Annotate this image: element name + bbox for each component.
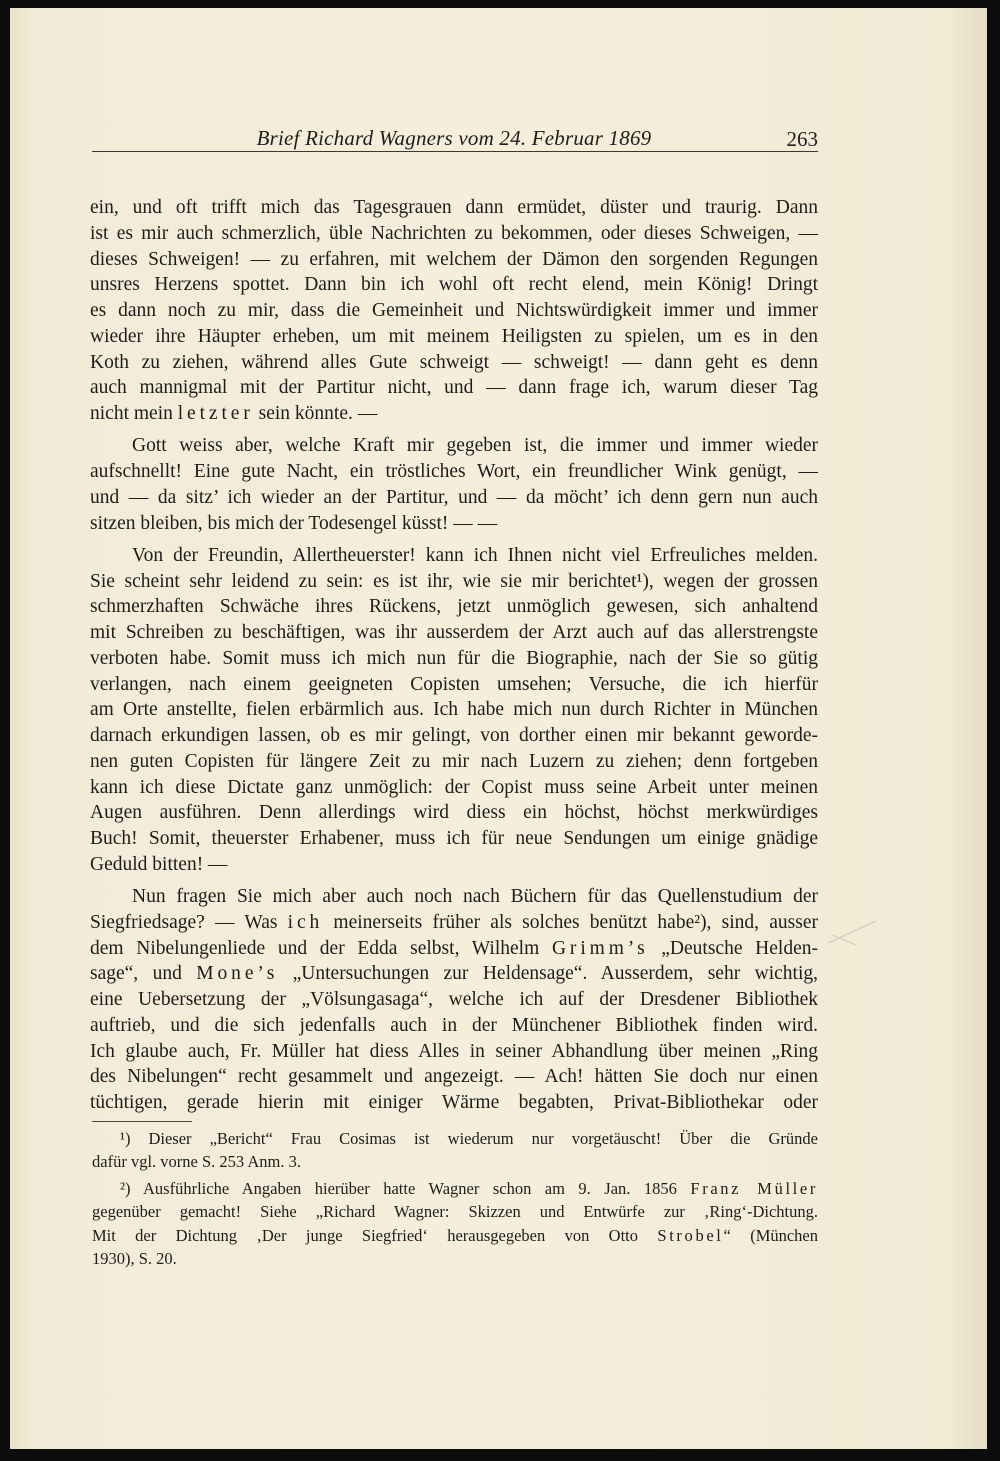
text-line [90, 852, 818, 878]
running-title: Brief Richard Wagners vom 24. Februar 1869 [256, 126, 652, 150]
letterspaced-text: Mone’s [196, 963, 279, 985]
pencil-mark [826, 915, 878, 949]
footnote-line [92, 1150, 818, 1173]
text-run: verlangen, nach einem geeigneten Copisten umsehen; Versuche, die ich hierfür [90, 673, 818, 695]
text-run: ein, und oft trifft mich das Tagesgrauen dann ermüdet, düster und traurig. Dann [90, 197, 818, 218]
text-line [90, 459, 818, 485]
footnote [92, 1177, 818, 1270]
text-line [90, 884, 818, 910]
text-line [90, 697, 818, 723]
text-run: dem Nibelungenliede und der Edda selbst, Wilhelm [90, 937, 552, 959]
text-run: Augen ausführen. Denn allerdings wird diess ein höchst, höchst merkwürdiges [90, 802, 818, 824]
text-run: es dann noch zu mir, dass die Gemeinheit und Nichtswürdigkeit immer und immer [90, 300, 818, 321]
text-line [90, 800, 818, 826]
text-line [90, 672, 818, 698]
text-line [90, 350, 818, 376]
text-run: dafür vgl. vorne S. 253 Anm. 3. [92, 1152, 301, 1172]
paragraph [90, 195, 818, 427]
text-run: kann ich diese Dictate ganz unmöglich: der Copist muss seine Arbeit unter meinen [90, 776, 818, 798]
text-line [90, 987, 818, 1013]
paragraph [90, 543, 818, 878]
text-line [90, 646, 818, 672]
text-line [90, 961, 818, 987]
text-run: eine Uebersetzung der „Völsungasaga“, welche ich auf der Dresdener Bibliothek [90, 989, 818, 1010]
text-run: verboten habe. Somit muss ich mich nun für die Biographie, nach der Sie so gütig [90, 647, 818, 669]
text-line [90, 723, 818, 749]
text-line [90, 221, 818, 247]
text-run: Siegfriedsage? — Was [90, 911, 288, 933]
text-line [90, 433, 818, 459]
text-run: Geduld bitten! — [90, 853, 228, 875]
text-run: schmerzhaften Schwäche ihres Rückens, jetzt unmöglich gewesen, sich anhaltend [90, 596, 818, 618]
text-line [90, 594, 818, 620]
text-run: Nun fragen Sie mich aber auch noch nach Büchern für das Quellenstudium der [132, 886, 818, 907]
text-run: wieder ihre Häupter erheben, um mit meinem Heiligsten zu spielen, um es in den [90, 325, 818, 347]
text-run: dieses Schweigen! — zu erfahren, mit welchem der Dämon den sorgenden Regungen [90, 248, 818, 270]
text-run: unsres Herzens spottet. Dann bin ich wohl oft recht elend, mein König! Dringt [90, 274, 818, 296]
footnote-line [92, 1200, 818, 1223]
text-run: 1930), S. 20. [92, 1248, 177, 1268]
letterspaced-text: letzter [177, 403, 254, 424]
footnote-line [92, 1247, 818, 1270]
text-line [90, 195, 818, 221]
text-run: sein könnte. — [253, 403, 378, 424]
text-run: „Untersuchungen zur Heldensage“. Ausserdem, sehr wichtig, [278, 963, 818, 985]
letterspaced-text: Strobel [657, 1225, 724, 1245]
text-line [90, 749, 818, 775]
text-line [90, 272, 818, 298]
text-line [90, 1039, 818, 1065]
text-line [90, 775, 818, 801]
text-run: Von der Freundin, Allertheuerster! kann ich Ihnen nicht viel Erfreuliches melden. [132, 544, 818, 566]
text-run: sitzen bleiben, bis mich der Todesengel küsst! — — [90, 512, 498, 534]
text-run: Mit der Dichtung ‚Der junge Siegfried‘ herausgegeben von Otto [92, 1225, 658, 1245]
text-run: des Nibelungen“ recht gesammelt und angezeigt. — Ach! hätten Sie doch nur einen [90, 1066, 818, 1088]
text-line [90, 1090, 818, 1116]
text-line [90, 543, 818, 569]
footnotes [92, 1127, 818, 1270]
text-line [90, 375, 818, 401]
text-run: meinerseits früher als solches benützt habe²), sind, ausser [323, 911, 818, 933]
text-line [90, 936, 818, 962]
text-run: mit Schreiben zu beschäftigen, was ihr ausserdem der Arzt auch auf das allerstrengste [90, 622, 818, 643]
text-run: nicht mein [90, 403, 178, 424]
text-run: und — da sitz’ ich wieder an der Partitur, und — da möcht’ ich denn gern nun auch [90, 486, 818, 508]
text-line [90, 511, 818, 537]
letterspaced-text: Grimm’s [551, 937, 649, 959]
text-line [90, 620, 818, 646]
text-run: Sie scheint sehr leidend zu sein: es ist ihr, wie sie mir berichtet¹), wegen der grossen [90, 570, 818, 592]
text-run: “ (München [723, 1225, 819, 1245]
text-run: ²) Ausführliche Angaben hierüber hatte Wagner schon am 9. Jan. 1856 [120, 1178, 691, 1198]
text-line [90, 298, 818, 324]
text-line [90, 1064, 818, 1090]
text-run: nen guten Copisten für längere Zeit zu mir nach Luzern zu ziehen; denn fortgeben [90, 750, 818, 772]
footnote-line [92, 1224, 818, 1247]
paragraph [90, 884, 818, 1116]
text-line [90, 1013, 818, 1039]
text-run: am Orte anstellte, fielen erbärmlich aus. Ich habe mich nun durch Richter in München [90, 699, 818, 721]
text-run: Gott weiss aber, welche Kraft mir gegeben ist, die immer und immer wieder [132, 435, 818, 457]
text-line [90, 826, 818, 852]
text-line [90, 324, 818, 350]
letterspaced-text: ich [287, 911, 324, 933]
footnote-line [92, 1177, 818, 1200]
text-run: aufschnellt! Eine gute Nacht, ein tröstliches Wort, ein freundlicher Wink genügt, — [90, 461, 818, 482]
header-rule [92, 151, 818, 152]
footnote [92, 1127, 818, 1174]
text-run: tüchtigen, gerade hierin mit einiger Wärme begabten, Privat-Bibliothekar oder [90, 1092, 818, 1113]
text-line [90, 569, 818, 595]
text-line [90, 485, 818, 511]
page-number: 263 [786, 127, 818, 151]
text-run: auch mannigmal mit der Partitur nicht, und — dann frage ich, warum dieser Tag [90, 377, 818, 399]
text-line [90, 401, 818, 427]
text-run: auftrieb, und die sich jedenfalls auch in der Münchener Bibliothek finden wird. [90, 1014, 818, 1036]
text-run: darnach erkundigen lassen, ob es mir gelingt, von dorther einen mir bekannt geworde- [90, 725, 818, 746]
text-run: ¹) Dieser „Bericht“ Frau Cosimas ist wiederum nur vorgetäuscht! Über die Gründe [120, 1129, 818, 1148]
text-run: sage“, und [90, 963, 197, 985]
footnote-rule [92, 1121, 192, 1122]
text-line [90, 247, 818, 273]
text-run: Buch! Somit, theuerster Erhabener, muss ich für neue Sendungen um einige gnädige [90, 828, 818, 849]
text-run: „Deutsche Helden- [648, 937, 818, 959]
text-line [90, 910, 818, 936]
footnote-line [92, 1127, 818, 1150]
letterspaced-text: Franz Müller [690, 1178, 819, 1198]
text-run: Ich glaube auch, Fr. Müller hat diess Alles in seiner Abhandlung über meinen „Ring [90, 1040, 818, 1062]
paragraph [90, 433, 818, 536]
text-run: gegenüber gemacht! Siehe „Richard Wagner: Skizzen und Entwürfe zur ‚Ring‘-Dichtung. [92, 1202, 818, 1222]
text-run: Koth zu ziehen, während alles Gute schweigt — schweigt! — dann geht es denn [90, 351, 818, 373]
text-run: ist es mir auch schmerzlich, üble Nachrichten zu bekommen, oder dieses Schweigen, — [90, 222, 818, 244]
body-text [90, 195, 818, 1116]
